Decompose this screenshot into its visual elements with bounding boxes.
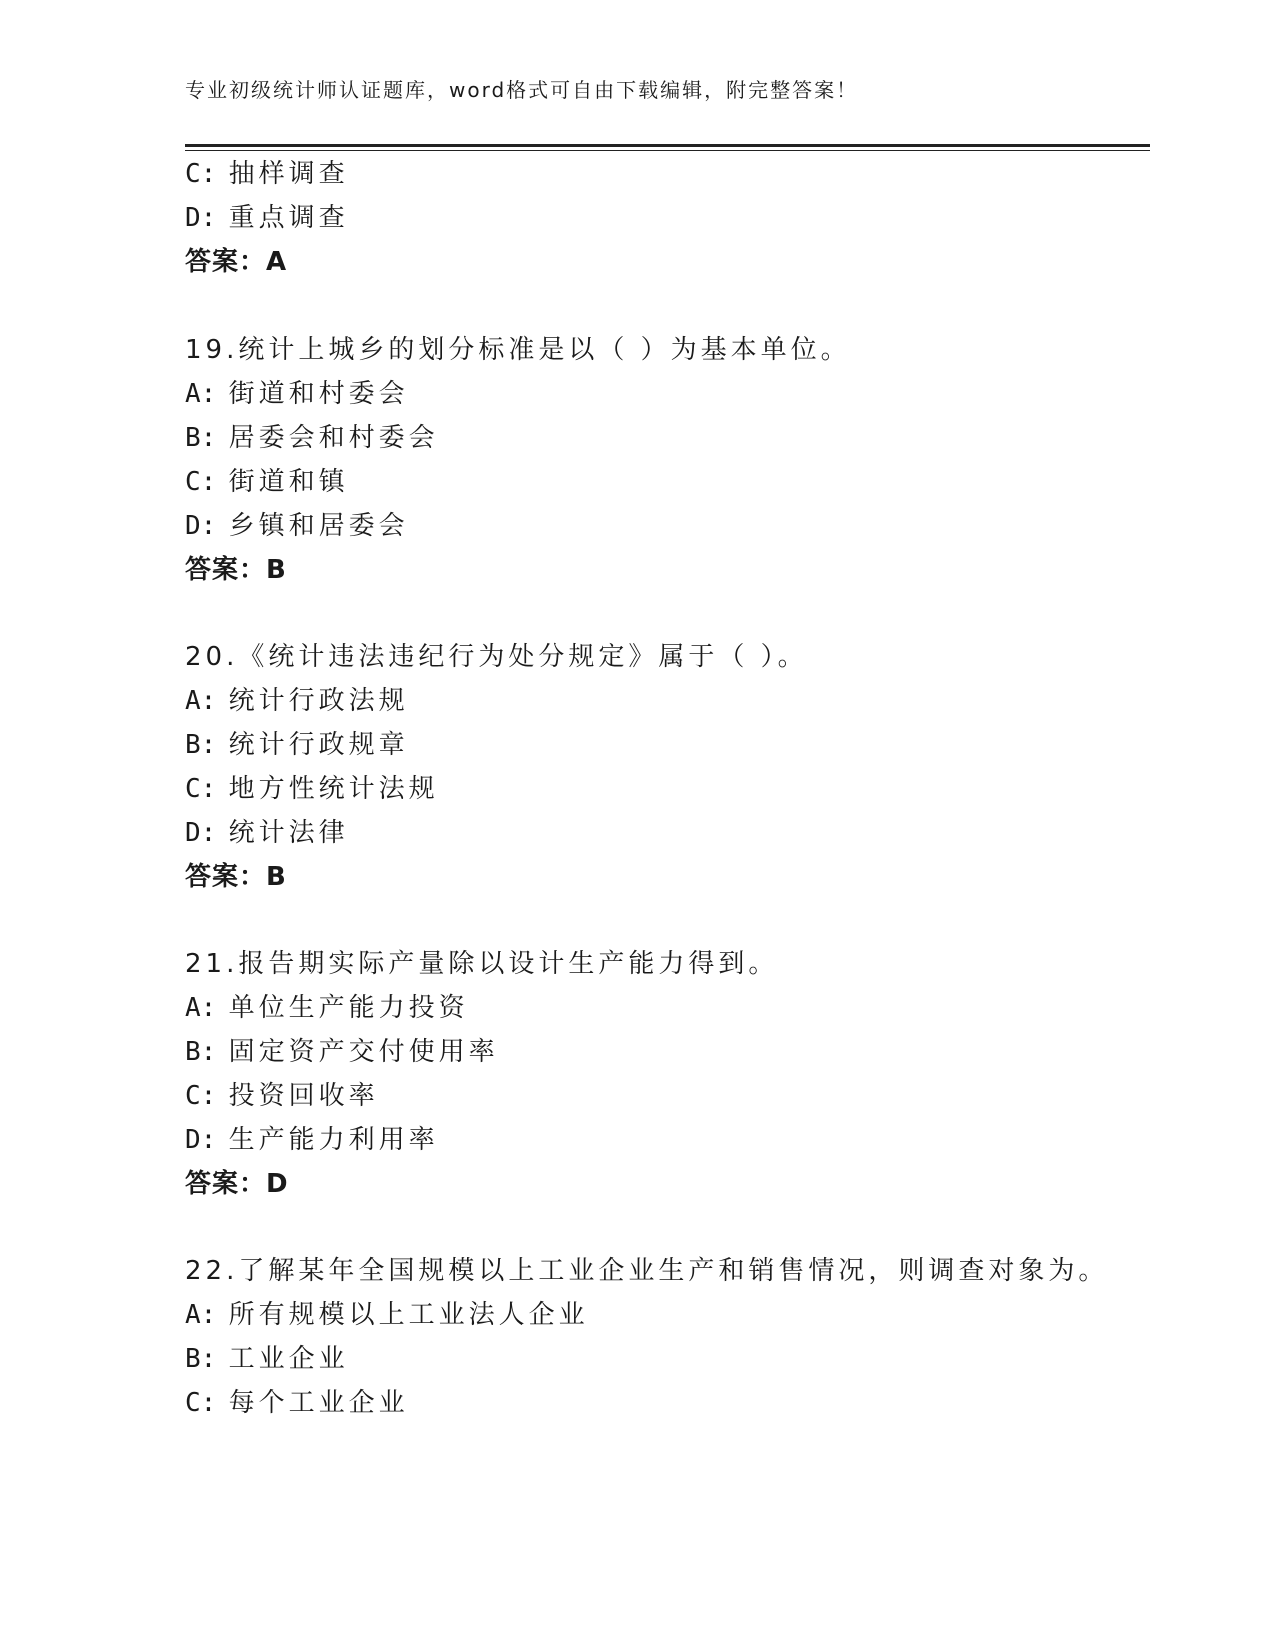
option-b bbox=[185, 728, 409, 762]
page-header: 专业初级统计师认证题库，word格式可自由下载编辑，附完整答案！ bbox=[185, 78, 859, 102]
option-prefix: C: bbox=[185, 1388, 217, 1418]
option-text: 工业企业 bbox=[228, 1344, 349, 1374]
option-b bbox=[185, 1035, 499, 1069]
option-prefix: A: bbox=[185, 686, 217, 716]
option-prefix: D: bbox=[185, 1125, 217, 1155]
option-text: 抽样调查 bbox=[228, 159, 349, 189]
option-c bbox=[185, 465, 349, 499]
option-text: 地方性统计法规 bbox=[228, 774, 439, 804]
option-d bbox=[185, 201, 349, 235]
question-stem: 20.《统计违法违纪行为处分规定》属于（ ）。 bbox=[185, 642, 808, 672]
option-c bbox=[185, 1386, 409, 1420]
option-b bbox=[185, 1342, 349, 1376]
option-text: 投资回收率 bbox=[228, 1081, 379, 1111]
option-prefix: B: bbox=[185, 1344, 217, 1374]
option-d bbox=[185, 1123, 439, 1157]
option-prefix: B: bbox=[185, 423, 217, 453]
option-prefix: C: bbox=[185, 774, 217, 804]
option-prefix: D: bbox=[185, 203, 217, 233]
header-rule-thick bbox=[185, 144, 1150, 147]
answer-line: 答案：B bbox=[185, 555, 287, 585]
option-text: 所有规模以上工业法人企业 bbox=[228, 1300, 589, 1330]
option-text: 乡镇和居委会 bbox=[228, 511, 409, 541]
option-text: 生产能力利用率 bbox=[228, 1125, 439, 1155]
option-prefix: B: bbox=[185, 1037, 217, 1067]
answer-line: 答案：B bbox=[185, 862, 287, 892]
answer-line: 答案：A bbox=[185, 247, 288, 277]
option-prefix: A: bbox=[185, 379, 217, 409]
option-text: 街道和镇 bbox=[228, 467, 349, 497]
option-text: 街道和村委会 bbox=[228, 379, 409, 409]
option-c bbox=[185, 157, 349, 191]
option-prefix: B: bbox=[185, 730, 217, 760]
header-rule-thin bbox=[185, 150, 1150, 151]
option-a bbox=[185, 1298, 589, 1332]
option-prefix: A: bbox=[185, 1300, 217, 1330]
option-text: 重点调查 bbox=[228, 203, 349, 233]
question-stem: 21.报告期实际产量除以设计生产能力得到。 bbox=[185, 949, 779, 979]
option-text: 统计行政规章 bbox=[228, 730, 409, 760]
option-text: 固定资产交付使用率 bbox=[228, 1037, 499, 1067]
option-prefix: A: bbox=[185, 993, 217, 1023]
option-a bbox=[185, 684, 409, 718]
option-prefix: C: bbox=[185, 467, 217, 497]
option-prefix: C: bbox=[185, 1081, 217, 1111]
option-text: 每个工业企业 bbox=[228, 1388, 409, 1418]
question-stem: 19.统计上城乡的划分标准是以（ ）为基本单位。 bbox=[185, 335, 851, 365]
option-prefix: D: bbox=[185, 818, 217, 848]
option-d bbox=[185, 509, 409, 543]
option-prefix: C: bbox=[185, 159, 217, 189]
option-text: 统计行政法规 bbox=[228, 686, 409, 716]
option-b bbox=[185, 421, 439, 455]
question-stem: 22.了解某年全国规模以上工业企业生产和销售情况，则调查对象为。 bbox=[185, 1256, 1109, 1286]
option-text: 单位生产能力投资 bbox=[228, 993, 469, 1023]
option-d bbox=[185, 816, 349, 850]
answer-line: 答案：D bbox=[185, 1169, 289, 1199]
option-a bbox=[185, 377, 409, 411]
option-text: 统计法律 bbox=[228, 818, 349, 848]
option-text: 居委会和村委会 bbox=[228, 423, 439, 453]
option-c bbox=[185, 772, 439, 806]
option-prefix: D: bbox=[185, 511, 217, 541]
option-c bbox=[185, 1079, 379, 1113]
option-a bbox=[185, 991, 469, 1025]
